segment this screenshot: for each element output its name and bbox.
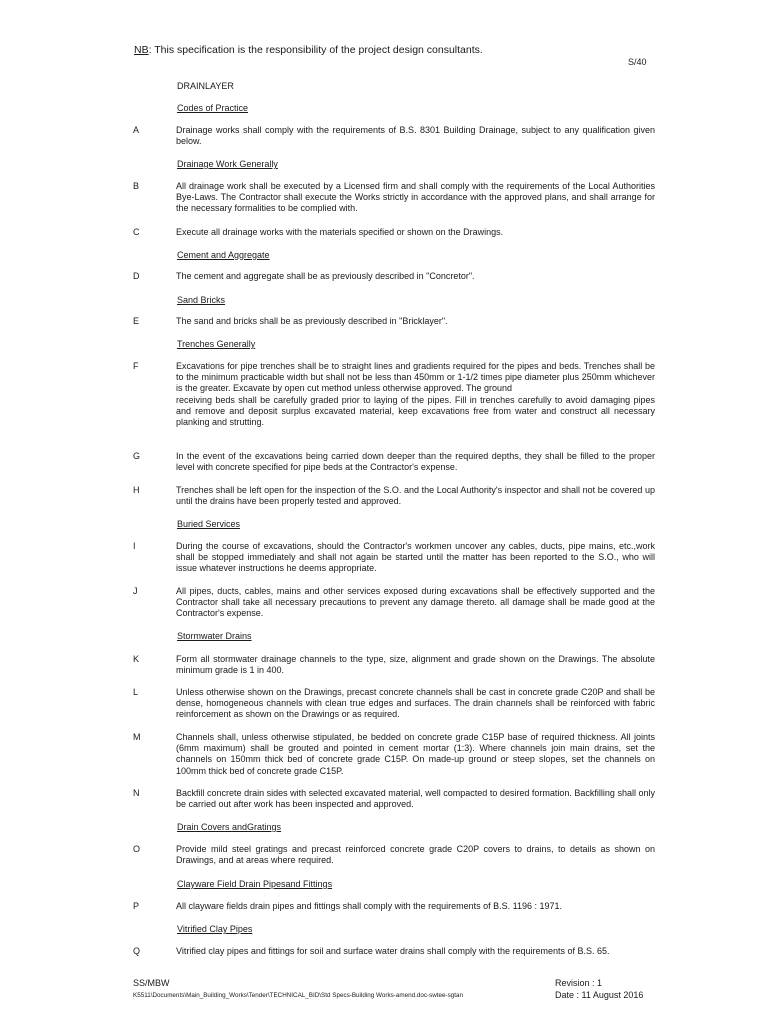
clause-text: Vitrified clay pipes and fittings for soil and surface water drains shall comply with the requirements of B.S. 65. [176, 946, 610, 956]
clause-l [133, 687, 655, 721]
clause-text: All clayware fields drain pipes and fittings shall comply with the requirements of B.S. 1196 : 1971. [176, 901, 563, 911]
footer-file-path: K5511\Documents\Main_Building_Works\Tender\TECHNICAL_BID\Std Specs-Building Works-amend.doc-swtee-sgtan [133, 992, 464, 999]
heading-clayware: Clayware Field Drain Pipesand Fittings [177, 879, 333, 889]
clause-m [133, 732, 655, 777]
footer-code: SS/MBW [133, 978, 170, 988]
clause-text: Backfill concrete drain sides with selected excavated material, well compacted to desired formation. Backfilling shall only be carried out after work has been inspected and approved. [176, 788, 655, 810]
clause-letter: H [133, 485, 140, 495]
clause-text: The sand and bricks shall be as previously described in "Bricklayer". [176, 316, 448, 326]
heading-drainage-work: Drainage Work Generally [177, 159, 278, 169]
clause-letter: N [133, 788, 140, 798]
clause-text: The cement and aggregate shall be as previously described in "Concretor". [176, 271, 475, 281]
heading-vitrified: Vitrified Clay Pipes [177, 924, 253, 934]
clause-letter: F [133, 361, 139, 371]
footer-date: Date : 11 August 2016 [555, 990, 644, 1000]
clause-q [133, 946, 655, 957]
clause-letter: M [133, 732, 141, 742]
footer-revision: Revision : 1 [555, 978, 603, 988]
heading-trenches: Trenches Generally [177, 339, 256, 349]
clause-h [133, 485, 655, 507]
clause-p [133, 901, 655, 912]
clause-text: In the event of the excavations being carried down deeper than the required depths, they shall be filled to the proper level with concrete specified for pipe beds at the Contractor's expense. [176, 451, 655, 473]
clause-text: During the course of excavations, should the Contractor's workmen uncover any cables, ducts, pipe mains, etc.,work shall be stopped immediately and shall not again be started until the matter has been reported to the S.O., who will issue whatever instructions he deems appropriate. [176, 541, 655, 574]
heading-cement-aggregate: Cement and Aggregate [177, 250, 270, 260]
clause-letter: C [133, 227, 140, 237]
heading-stormwater: Stormwater Drains [177, 631, 252, 641]
clause-c [133, 227, 655, 238]
clause-d [133, 271, 655, 282]
clause-n [133, 788, 655, 810]
clause-o [133, 844, 655, 866]
clause-letter: L [133, 687, 139, 697]
clause-b [133, 181, 655, 215]
page-reference: S/40 [628, 57, 647, 67]
clause-j [133, 586, 655, 620]
clause-i [133, 541, 655, 575]
clause-text: Excavations for pipe trenches shall be to straight lines and gradients required for the pipes and beds. Trenches shall be to the minimum practicable width but shall not be less than 450mm or 1-1/2 times pipe diameter plus 250mm whichever is the greater. Excavate by open cut method unless otherwise approved. The ground receiving beds shall be carefully graded prior to laying of the pipes. Fill in trenches carefully to avoid damaging pipes and remove and deposit surplus excavated material, keep excavations free from water and construct all necessary planking and strutting. [176, 361, 655, 428]
clause-k [133, 654, 655, 676]
clause-letter: D [133, 271, 140, 281]
clause-letter: B [133, 181, 140, 191]
clause-letter: I [133, 541, 136, 551]
heading-sand-bricks: Sand Bricks [177, 295, 226, 305]
clause-text: Provide mild steel gratings and precast reinforced concrete grade C20P covers to drains, to details as shown on Drawings, and at areas where required. [176, 844, 655, 866]
clause-text: All pipes, ducts, cables, mains and other services exposed during excavations shall be effectively supported and the Contractor shall take all necessary precautions to prevent any damage thereto. all damage shall be made good at the Contractor's expense. [176, 586, 655, 619]
heading-codes-of-practice: Codes of Practice [177, 103, 249, 113]
clause-text: Channels shall, unless otherwise stipulated, be bedded on concrete grade C15P base of required thickness. All joints (6mm maximum) shall be grouted and pointed in cement mortar (1:3). Where channels join main drains, set the channels on 150mm thick bed of concrete grade C15P. On made-up ground or steep slopes, set the channels on 100mm thick bed of concrete grade C15P. [176, 732, 655, 776]
clause-letter: A [133, 125, 140, 135]
section-title: DRAINLAYER [177, 81, 234, 91]
clause-text: Execute all drainage works with the materials specified or shown on the Drawings. [176, 227, 504, 237]
clause-letter: G [133, 451, 141, 461]
nb-text: : This specification is the responsibility of the project design consultants. [148, 44, 483, 56]
clause-text: All drainage work shall be executed by a Licensed firm and shall comply with the requirements of the Local Authorities Bye-Laws. The Contractor shall execute the Works strictly in accordance with the approved plans, and shall arrange for the necessary formalities to be complied with. [176, 181, 655, 214]
clause-letter: K [133, 654, 140, 664]
clause-text: Drainage works shall comply with the requirements of B.S. 8301 Building Drainage, subject to any qualification given below. [176, 125, 655, 147]
clause-letter: E [133, 316, 140, 326]
clause-letter: J [133, 586, 138, 596]
heading-buried-services: Buried Services [177, 519, 241, 529]
clause-a [133, 125, 655, 147]
nb-label: NB [134, 44, 149, 56]
clause-g [133, 451, 655, 473]
clause-text: Trenches shall be left open for the inspection of the S.O. and the Local Authority's inspector and shall not be covered up until the drains have been properly tested and approved. [176, 485, 655, 507]
clause-letter: Q [133, 946, 141, 956]
clause-e [133, 316, 655, 327]
heading-drain-covers: Drain Covers andGratings [177, 822, 282, 832]
clause-text: Unless otherwise shown on the Drawings, precast concrete channels shall be cast in concrete grade C20P and shall be dense, homogeneous channels with clean true edges and surfaces. The drain channels shall be reinforced with fabric reinforcement as shown on the Drawings or as required. [176, 687, 655, 720]
clause-letter: P [133, 901, 140, 911]
clause-text: Form all stormwater drainage channels to the type, size, alignment and grade shown on the Drawings. The absolute minimum grade is 1 in 400. [176, 654, 655, 676]
clause-letter: O [133, 844, 141, 854]
clause-f [133, 361, 655, 428]
nb-note [134, 44, 483, 56]
